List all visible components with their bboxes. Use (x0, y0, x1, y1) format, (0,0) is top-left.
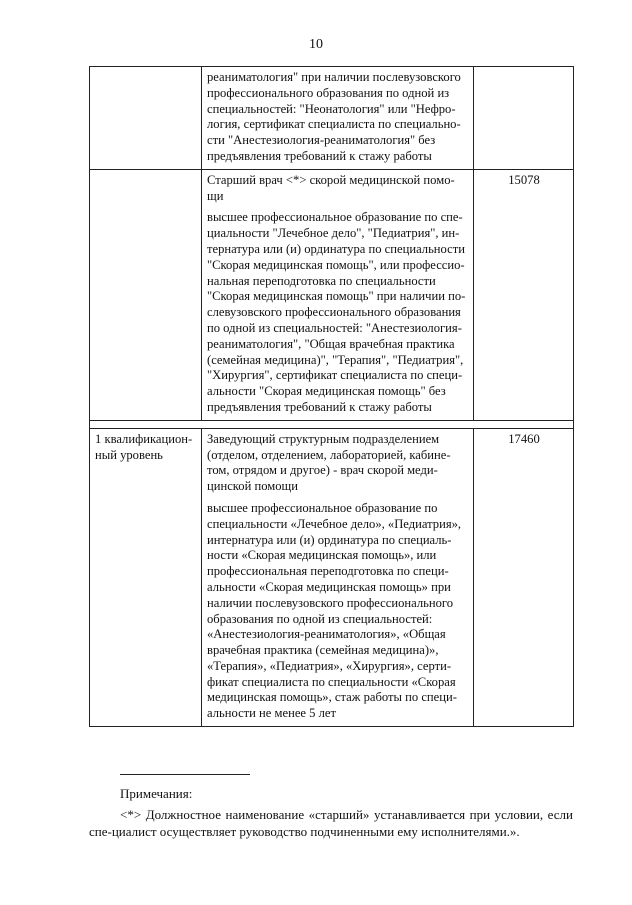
position-cell (202, 428, 474, 726)
page-number: 10 (309, 37, 323, 52)
position-cell (202, 67, 474, 170)
group-header-cell (90, 420, 574, 428)
salary-value: 17460 (508, 431, 540, 446)
notes-title: Примечания: (120, 786, 193, 801)
level-cell (90, 67, 202, 170)
table-row (90, 428, 574, 726)
notes-divider (120, 774, 250, 775)
qualification-requirements: реаниматология" при наличии послевузовского профессионального образования по одной из специальностей: "Неонатология" или "Нефро- логия, сертификат специалиста по специально- сти "Анестезиология-реаниматология" без предъявления требований к стажу работы (207, 70, 461, 163)
qualification-requirements: высшее профессиональное образование по спе- циальности "Лечебное дело", "Педиатрия", ин- тернатура или (и) ординатура по специальности "Скорая медицинская помощь", или профессио- нальная переподготовка по специальности "Скорая медицинская помощь" при наличии по- слевузовского профессионального образования по одной из специальностей: "Анестезиология- реаниматология", "Общая врачебная практика (семейная медицина)", "Терапия", "Педиатрия", "Хирургия", сертификат специалиста по специ- альности "Скорая медицинская помощь" без предъявления требований к стажу работы (207, 210, 466, 414)
notes-text: <*> Должностное наименование «старший» устанавливается при условии, если спе-циалист осуществляет руководство подчиненными ему исполнителями.». (89, 807, 573, 839)
salary-cell (474, 67, 574, 170)
salary-cell (474, 169, 574, 420)
salary-cell (474, 428, 574, 726)
qualification-table (89, 66, 574, 727)
position-title: Заведующий структурным подразделением (отделом, отделением, лабораторией, кабине- том, отрядом и другое) - врач скорой меди- цинской помощи (207, 431, 451, 494)
position-cell (202, 169, 474, 420)
salary-value: 15078 (508, 172, 540, 187)
table-row (90, 67, 574, 170)
level-cell (90, 428, 202, 726)
level-cell (90, 169, 202, 420)
table-row (90, 169, 574, 420)
table-row (90, 420, 574, 428)
qualification-level: 1 квалификацион- ный уровень (95, 431, 193, 462)
position-title: Старший врач <*> скорой медицинской помо- щи (207, 172, 455, 203)
qualification-requirements: высшее профессиональное образование по специальности «Лечебное дело», «Педиатрия», интернатура или (и) ординатура по специаль- ности «Скорая медицинская помощь», или профессиональная переподготовка по специ- альности «Скорая медицинская помощь» при наличии послевузовского профессионального образования по одной из специальностей: «Анестезиология-реаниматология», «Общая врачебная практика (семейная медицина)», «Терапия», «Педиатрия», «Хирургия», серти- фикат специалиста по специальности «Скорая медицинская помощь», стаж работы по специ- альности не менее 5 лет (207, 500, 462, 721)
